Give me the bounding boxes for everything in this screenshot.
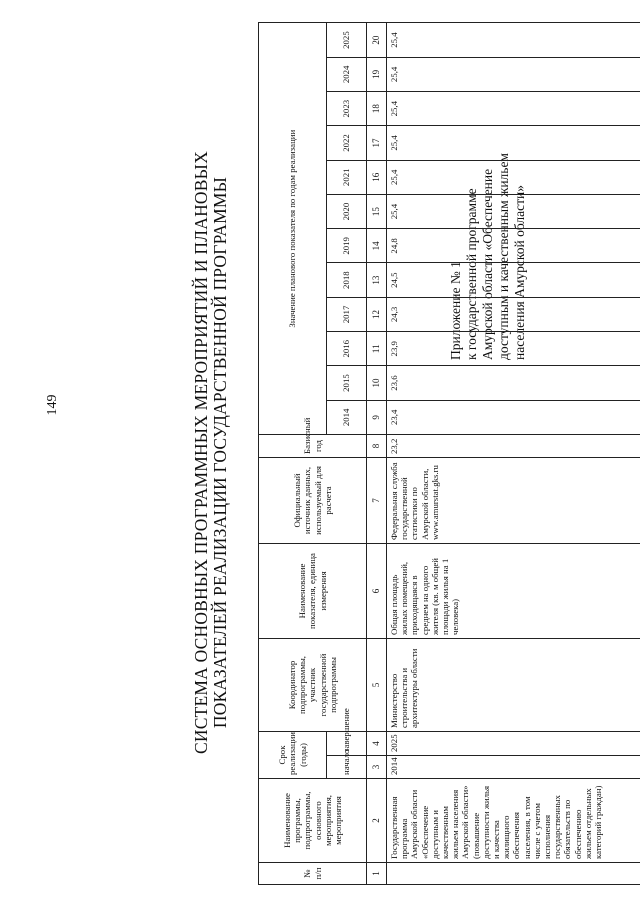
coordinator: Министерство строительства и архитектуры области: [387, 638, 640, 731]
column-number: 9: [367, 400, 387, 434]
year-value: 25,4: [387, 57, 640, 91]
header-values: Значение планового показателя по годам реализации: [259, 23, 327, 435]
row-number: [387, 863, 640, 885]
header-start: начало: [327, 756, 367, 779]
indicator-name: Общая площадь жилых помещений, приходящаяся в среднем на одного жителя (кв. м общей площади жилья на 1 человека): [387, 543, 640, 638]
header-coordinator: Координатор подпрограммы, участник государственной подпрограммы: [259, 638, 367, 731]
appendix-line: Приложение № 1: [448, 261, 463, 360]
document-title: [192, 0, 230, 905]
appendix-line: доступным и качественным жильем: [496, 153, 511, 360]
title-line: ПОКАЗАТЕЛЕЙ РЕАЛИЗАЦИИ ГОСУДАРСТВЕННОЙ ПРОГРАММЫ: [210, 176, 230, 729]
column-number: 2: [367, 779, 387, 863]
column-number: 14: [367, 229, 387, 263]
table-row: [387, 23, 640, 885]
year-value: 24,3: [387, 297, 640, 331]
year-value: 25,4: [387, 126, 640, 160]
column-number: 17: [367, 126, 387, 160]
year-value: 25,4: [387, 23, 640, 57]
year-header: 2025: [327, 23, 367, 57]
column-number: 18: [367, 92, 387, 126]
year-header: 2021: [327, 160, 367, 194]
column-number: 12: [367, 297, 387, 331]
column-number: 20: [367, 23, 387, 57]
year-header: 2017: [327, 297, 367, 331]
column-number: 4: [367, 731, 387, 755]
header-base-year: Базисный год: [259, 434, 367, 457]
year-value: 23,6: [387, 366, 640, 400]
column-number: 10: [367, 366, 387, 400]
year-value: 25,4: [387, 92, 640, 126]
column-number: 1: [367, 863, 387, 885]
appendix-line: населения Амурской области»: [512, 184, 527, 360]
column-number: 6: [367, 543, 387, 638]
column-number: 3: [367, 756, 387, 779]
program-table: [258, 22, 640, 885]
column-number: 11: [367, 332, 387, 366]
header-source: Официальный источник данных, используемый для расчета: [259, 457, 367, 543]
title-line: СИСТЕМА ОСНОВНЫХ ПРОГРАММНЫХ МЕРОПРИЯТИЙ И ПЛАНОВЫХ: [191, 151, 211, 754]
year-header: 2019: [327, 229, 367, 263]
header-end: завершение: [327, 731, 367, 755]
program-name: Государственная программа Амурской области «Обеспечение доступным и качественным жильем населения Амурской области» (повышение доступности жилья и качества жилищного обеспечения населения, в том числе с учетом исполнения государственных обязательств по обеспечению жильем отдельных категорий граждан): [387, 779, 640, 863]
column-number: 16: [367, 160, 387, 194]
year-value: 23,4: [387, 400, 640, 434]
year-header: 2016: [327, 332, 367, 366]
year-header: 2023: [327, 92, 367, 126]
header-indicator: Наименование показателя, единица измерения: [259, 543, 367, 638]
column-number: 19: [367, 57, 387, 91]
year-value: 23,9: [387, 332, 640, 366]
column-number: 15: [367, 194, 387, 228]
column-number: 13: [367, 263, 387, 297]
header-term: Срок реализации (годы): [259, 731, 327, 778]
year-value: 24,8: [387, 229, 640, 263]
year-header: 2018: [327, 263, 367, 297]
year-header: 2022: [327, 126, 367, 160]
base-year-value: 23,2: [387, 434, 640, 457]
appendix-line: Амурской области «Обеспечение: [480, 168, 495, 360]
page-number: 149: [45, 394, 60, 416]
year-header: 2024: [327, 57, 367, 91]
year-header: 2020: [327, 194, 367, 228]
header-name: Наименование программы, подпрограммы, основного мероприятия, мероприятия: [259, 779, 367, 863]
column-number: 7: [367, 457, 387, 543]
column-number: 8: [367, 434, 387, 457]
column-number: 5: [367, 638, 387, 731]
start-year: 2014: [387, 756, 640, 779]
year-header: 2015: [327, 366, 367, 400]
data-source: Федеральная служба государственной статистики по Амурской области, www.amurstat.gks.ru: [387, 457, 640, 543]
year-value: 24,5: [387, 263, 640, 297]
header-number: № п/п: [259, 863, 367, 885]
end-year: 2025: [387, 731, 640, 755]
appendix-line: к государственной программе: [464, 188, 479, 360]
year-header: 2014: [327, 400, 367, 434]
year-value: 25,4: [387, 194, 640, 228]
year-value: 25,4: [387, 160, 640, 194]
